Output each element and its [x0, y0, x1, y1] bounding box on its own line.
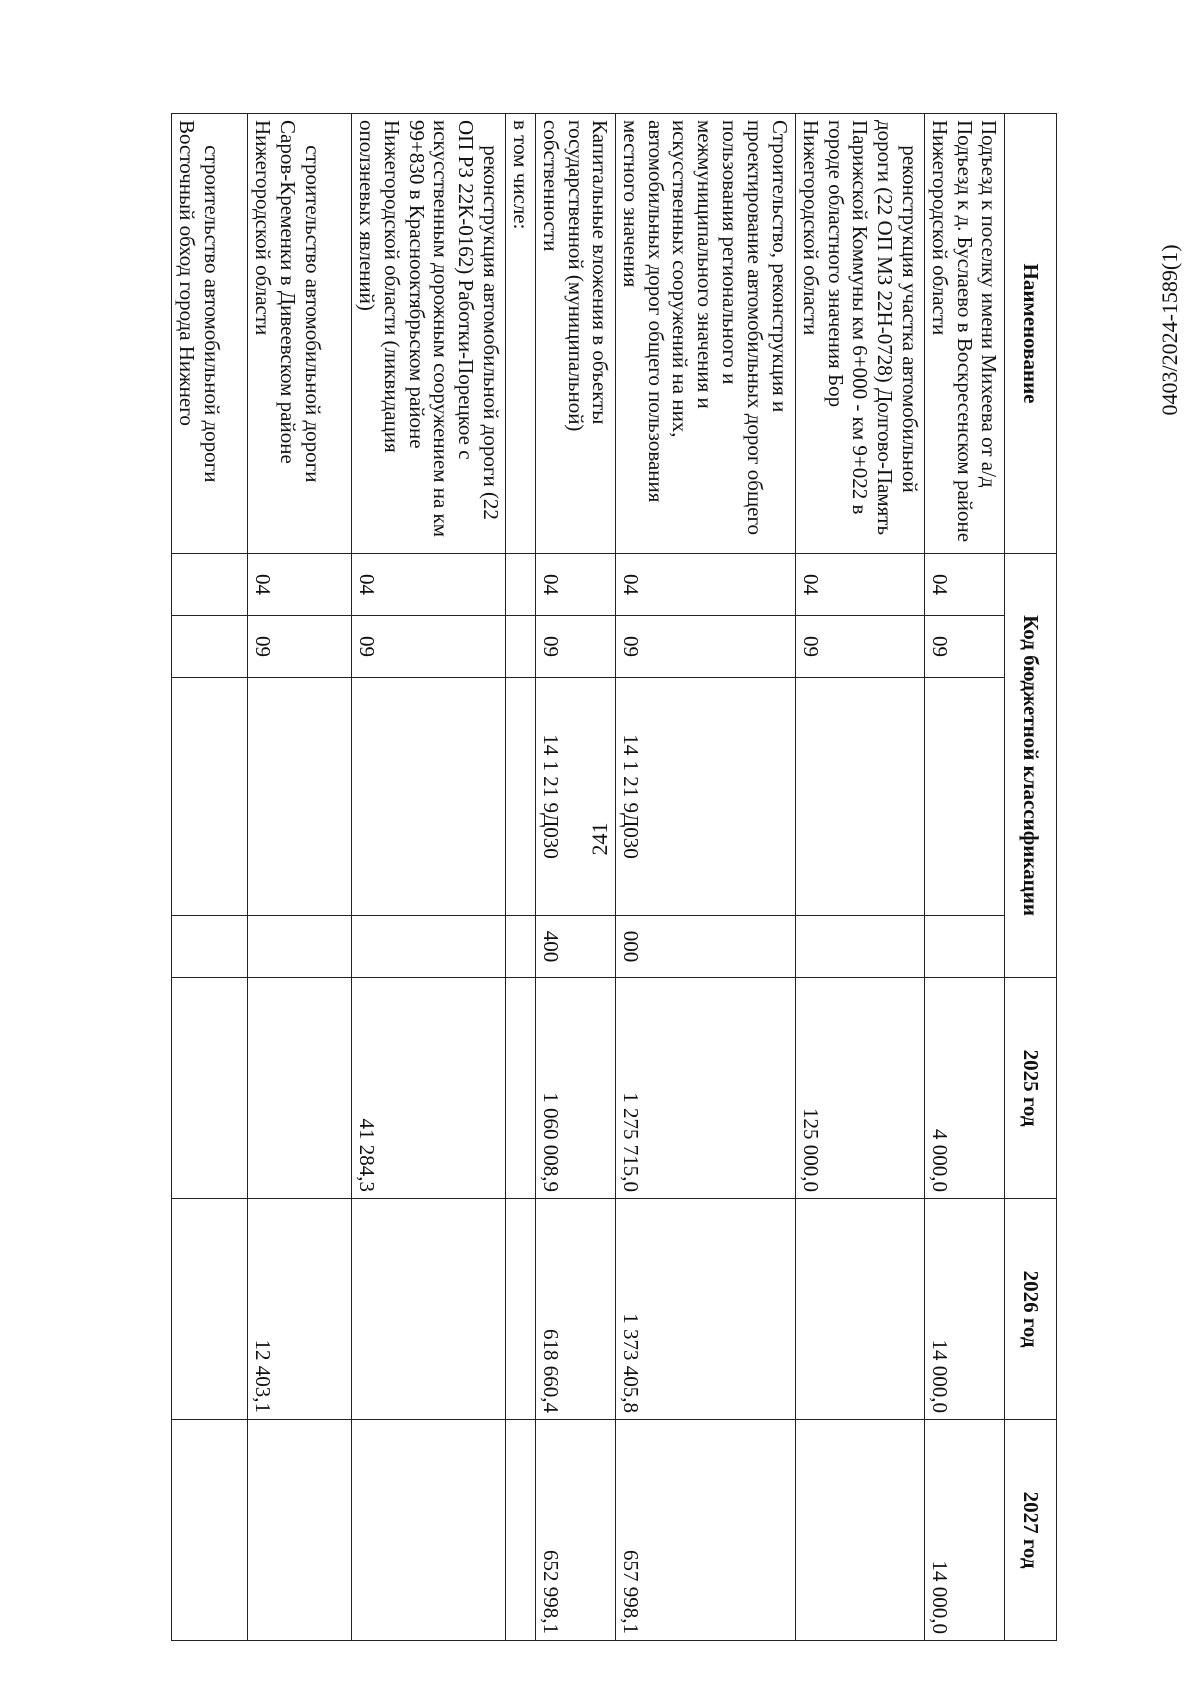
- code-section: 04: [536, 554, 616, 616]
- value-2025: [172, 978, 248, 1199]
- table-row: [536, 114, 616, 1641]
- code-subsection: 09: [536, 616, 616, 678]
- row-name: Строительство, реконструкция и проектирование автомобильных дорог общего пользования регионального и межмуниципального значения и искусственных сооружений на них, автомобильных дорог общего пользования местного значения: [616, 114, 796, 554]
- code-target: [796, 678, 925, 916]
- value-2027: [248, 1420, 352, 1641]
- table-row: [616, 114, 796, 1641]
- table-row: [796, 114, 925, 1641]
- document-code: 0403/2024-1589(1): [1157, 244, 1182, 416]
- value-2027: 652 998,1: [536, 1420, 616, 1641]
- row-name: строительство автомобильной дороги Восточный обход города Нижнего: [172, 114, 248, 554]
- code-subsection: 09: [248, 616, 352, 678]
- code-type: 400: [536, 916, 616, 978]
- code-section: 04: [925, 554, 1005, 616]
- code-target: [352, 678, 506, 916]
- value-2026: 618 660,4: [536, 1199, 616, 1420]
- value-2027: [506, 1420, 536, 1641]
- code-section: 04: [248, 554, 352, 616]
- value-2025: [506, 978, 536, 1199]
- code-section: 04: [796, 554, 925, 616]
- value-2027: 657 998,1: [616, 1420, 796, 1641]
- code-type: 000: [616, 916, 796, 978]
- header-2026: 2026 год: [1005, 1199, 1057, 1420]
- value-2026: [172, 1199, 248, 1420]
- row-name: Капитальные вложения в объекты государственной (муниципальной) собственности: [536, 114, 616, 554]
- code-section: [172, 554, 248, 616]
- code-type: [352, 916, 506, 978]
- value-2026: 1 373 405,8: [616, 1199, 796, 1420]
- table-row: [248, 114, 352, 1641]
- row-name: реконструкция участка автомобильной дороги (22 ОП МЗ 22Н-0728) Долгово-Память Парижской Коммуны км 6+000 - км 9+022 в городе областного значения Бор Нижегородской области: [796, 114, 925, 554]
- value-2026: [796, 1199, 925, 1420]
- code-subsection: 09: [616, 616, 796, 678]
- code-type: [925, 916, 1005, 978]
- header-name: Наименование: [1005, 114, 1057, 554]
- header-row: [1005, 114, 1057, 1641]
- value-2027: [352, 1420, 506, 1641]
- table-row: [352, 114, 506, 1641]
- code-target: [925, 678, 1005, 916]
- code-target: [248, 678, 352, 916]
- code-type: [248, 916, 352, 978]
- row-name: в том числе:: [506, 114, 536, 554]
- row-name: строительство автомобильной дороги Саров-Кременки в Дивеевском районе Нижегородской области: [248, 114, 352, 554]
- value-2027: 14 000,0: [925, 1420, 1005, 1641]
- header-code: Код бюджетной классификации: [1005, 554, 1057, 978]
- code-target: [506, 678, 536, 916]
- value-2027: [796, 1420, 925, 1641]
- table-row: [172, 114, 248, 1641]
- code-type: [506, 916, 536, 978]
- code-subsection: 09: [796, 616, 925, 678]
- value-2026: [506, 1199, 536, 1420]
- code-subsection: 09: [352, 616, 506, 678]
- table-row: [925, 114, 1005, 1641]
- value-2025: [248, 978, 352, 1199]
- header-2025: 2025 год: [1005, 978, 1057, 1199]
- row-name: Подъезд к поселку имени Михеева от а/д Подъезд к д. Буслаево в Воскресенском районе Нижегородской области: [925, 114, 1005, 554]
- code-type: [796, 916, 925, 978]
- budget-table: [171, 113, 1057, 1641]
- code-section: [506, 554, 536, 616]
- code-target: 14 1 21 9Д030: [616, 678, 796, 916]
- code-section: 04: [352, 554, 506, 616]
- code-section: 04: [616, 554, 796, 616]
- value-2027: [172, 1420, 248, 1641]
- code-subsection: [506, 616, 536, 678]
- value-2025: 4 000,0: [925, 978, 1005, 1199]
- value-2025: 1 275 715,0: [616, 978, 796, 1199]
- value-2026: 14 000,0: [925, 1199, 1005, 1420]
- code-subsection: [172, 616, 248, 678]
- row-name: реконструкция автомобильной дороги (22 ОП РЗ 22К-0162) Работки-Порецкое с искусственным дорожным сооружением на км 99+830 в Краснооктябрьском районе Нижегородской области (ликвидация оползневых явлений): [352, 114, 506, 554]
- code-type: [172, 916, 248, 978]
- code-subsection: 09: [925, 616, 1005, 678]
- header-2027: 2027 год: [1005, 1420, 1057, 1641]
- value-2026: [352, 1199, 506, 1420]
- page-number: 241: [587, 822, 612, 856]
- table-row: [506, 114, 536, 1641]
- code-target: [172, 678, 248, 916]
- value-2025: 1 060 008,9: [536, 978, 616, 1199]
- value-2025: 41 284,3: [352, 978, 506, 1199]
- value-2026: 12 403,1: [248, 1199, 352, 1420]
- budget-table-wrapper: [177, 113, 1057, 1640]
- value-2025: 125 000,0: [796, 978, 925, 1199]
- code-target: 14 1 21 9Д030: [536, 678, 616, 916]
